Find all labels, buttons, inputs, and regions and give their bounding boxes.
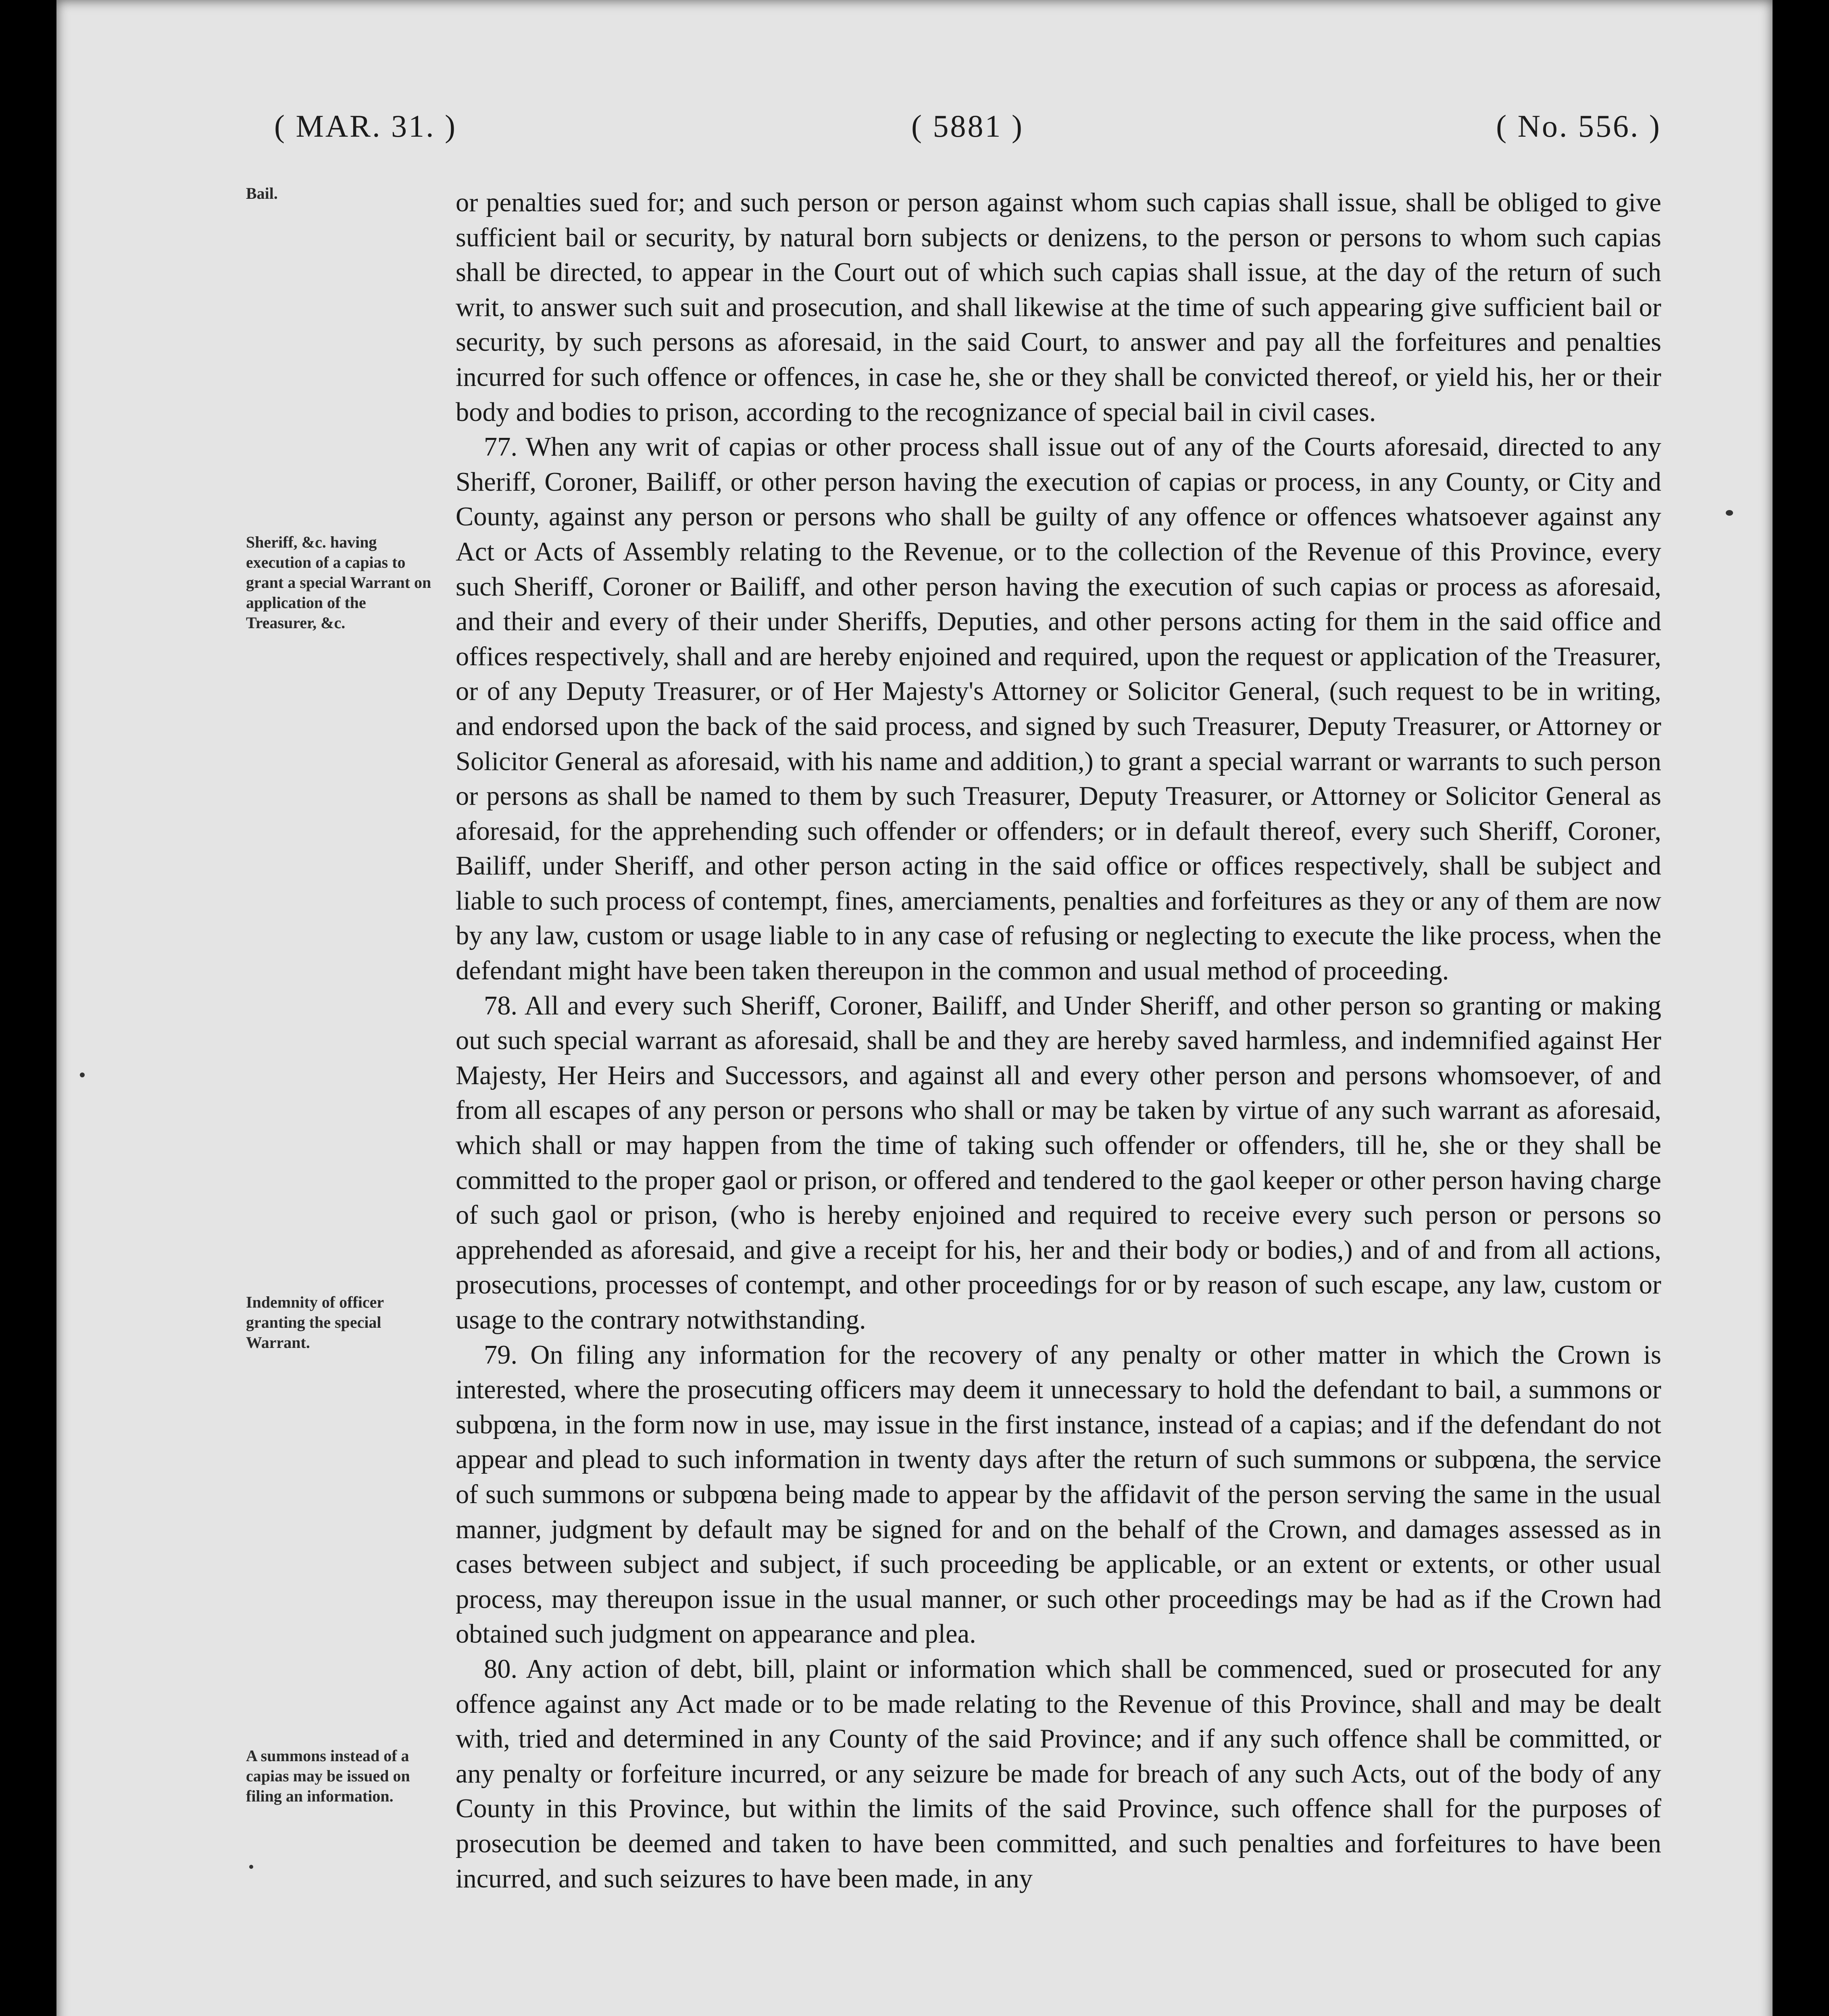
margin-note-bail: Bail. xyxy=(246,184,278,202)
paragraph-section-77: 77. When any writ of capias or other process shall issue out of any of the Courts aforesaid, directed to any Sheriff, Coroner, Bailiff, or other person having the execution of capias or process, in any County, or City and County, against any person or persons who shall be guilty of any offence or offences whatsoever against any Act or Acts of Assembly relating to the Revenue, or to the collection of the Revenue of this Province, every such Sheriff, Coroner or Bailiff, and other person having the execution of such capias or process as aforesaid, and their and every of their under Sheriffs, Deputies, and other persons acting for them in the said office and offices respectively, shall and are hereby enjoined and required, upon the request or application of the Treasurer, or of any Deputy Treasurer, or of Her Majesty's Attorney or Solicitor General, (such request to be in writing, and endorsed upon the back of the said process, and signed by such Treasurer, Deputy Treasurer, or Attorney or Solicitor General as aforesaid, with his name and addition,) to grant a special warrant or warrants to such person or persons as shall be named to them by such Treasurer, Deputy Treasurer, or Attorney or Solicitor General as aforesaid, for the apprehending such offender or offenders; or in default thereof, every such Sheriff, Coroner, Bailiff, under Sheriff, and other person acting in the said office or offices respectively, shall be subject and liable to such process of contempt, fines, amerciaments, penalties and forfeitures as they or any of them are now by any law, custom or usage liable to in any case of refusing or neglecting to execute the like process, when the defendant might have been taken thereupon in the common and usual method of proceeding. xyxy=(456,432,1661,986)
paragraph-bail-continuation: or penalties sued for; and such person or person against whom such capias shall issue, shall be obliged to give sufficient bail or security, by natural born subjects or denizens, to the person or persons to whom such capias shall be directed, to appear in the Court out of which such capias shall issue, at the day of the return of such writ, to answer such suit and prosecution, and shall likewise at the time of such appearing give sufficient bail or security, by such persons as aforesaid, in the said Court, to answer and pay all the forfeitures and penalties incurred for such offence or offences, in case he, she or they shall be convicted thereof, or yield his, her or their body and bodies to prison, according to the recognizance of special bail in civil cases. xyxy=(456,188,1661,427)
scan-speck xyxy=(249,1865,253,1869)
paragraph-section-80: 80. Any action of debt, bill, plaint or information which shall be commenced, sued or prosecuted for any offence against any Act made or to be made relating to the Revenue of this Province, shall and may be dealt with, tried and determined in any County of the said Province; and if any such offence shall be committed, or any penalty or forfeiture incurred, or any seizure be made for breach of any such Acts, out of the body of any County in this Province, but within the limits of the said Province, such offence shall for the purposes of prosecution be deemed and taken to have been committed, and such penalties and forfeitures to have been incurred, and such seizures to have been made, in any xyxy=(456,1654,1661,1893)
header-date: ( MAR. 31. ) xyxy=(274,108,457,144)
body-text xyxy=(456,185,1661,1896)
header-page-number: ( 5881 ) xyxy=(911,108,1024,144)
page-header xyxy=(274,108,1661,152)
margin-note-sheriff-warrant: Sheriff, &c. having execution of a capias to grant a special Warrant on application of the Treasurer, &c. xyxy=(246,533,431,632)
scan-speck xyxy=(1726,510,1733,516)
margin-note-indemnity: Indemnity of officer granting the special Warrant. xyxy=(246,1293,384,1352)
paragraph-section-79: 79. On filing any information for the recovery of any penalty or other matter in which the Crown is interested, where the prosecuting officers may deem it unnecessary to hold the defendant to bail, a summons or subpœna, in the form now in use, may issue in the first instance, instead of a capias; and if the defendant do not appear and plead to such information in twenty days after the return of such summons or subpœna, the service of such summons or subpœna being made to appear by the affidavit of the person serving the same in the usual manner, judgment by default may be signed for and on the behalf of the Crown, and damages assessed as in cases between subject and subject, if such proceeding be applicable, or an extent or extents, or other usual process, may thereupon issue in the usual manner, or such other proceedings may be had as if the Crown had obtained such judgment on appearance and plea. xyxy=(456,1340,1661,1649)
margin-notes xyxy=(246,0,440,2016)
margin-note-summons: A summons instead of a capias may be issued on filing an information. xyxy=(246,1747,410,1805)
header-act-number: ( No. 556. ) xyxy=(1496,108,1661,144)
scan-speck xyxy=(80,1073,85,1077)
document-page xyxy=(56,0,1773,2016)
paragraph-section-78: 78. All and every such Sheriff, Coroner, Bailiff, and Under Sheriff, and other person so granting or making out such special warrant as aforesaid, shall be and they are hereby saved harmless, and indemnified against Her Majesty, Her Heirs and Successors, and against all and every other person and persons whomsoever, of and from all escapes of any person or persons who shall or may be taken by virtue of any such warrant as aforesaid, which shall or may happen from the time of taking such offender or offenders, till he, she or they shall be committed to the proper gaol or prison, or offered and tendered to the gaol keeper or other person having charge of such gaol or prison, (who is hereby enjoined and required to receive every such person or persons so apprehended as aforesaid, and give a receipt for his, her and their body or bodies,) and of and from all actions, prosecutions, processes of contempt, and other proceedings for or by reason of such escape, any law, custom or usage to the contrary notwithstanding. xyxy=(456,991,1661,1335)
